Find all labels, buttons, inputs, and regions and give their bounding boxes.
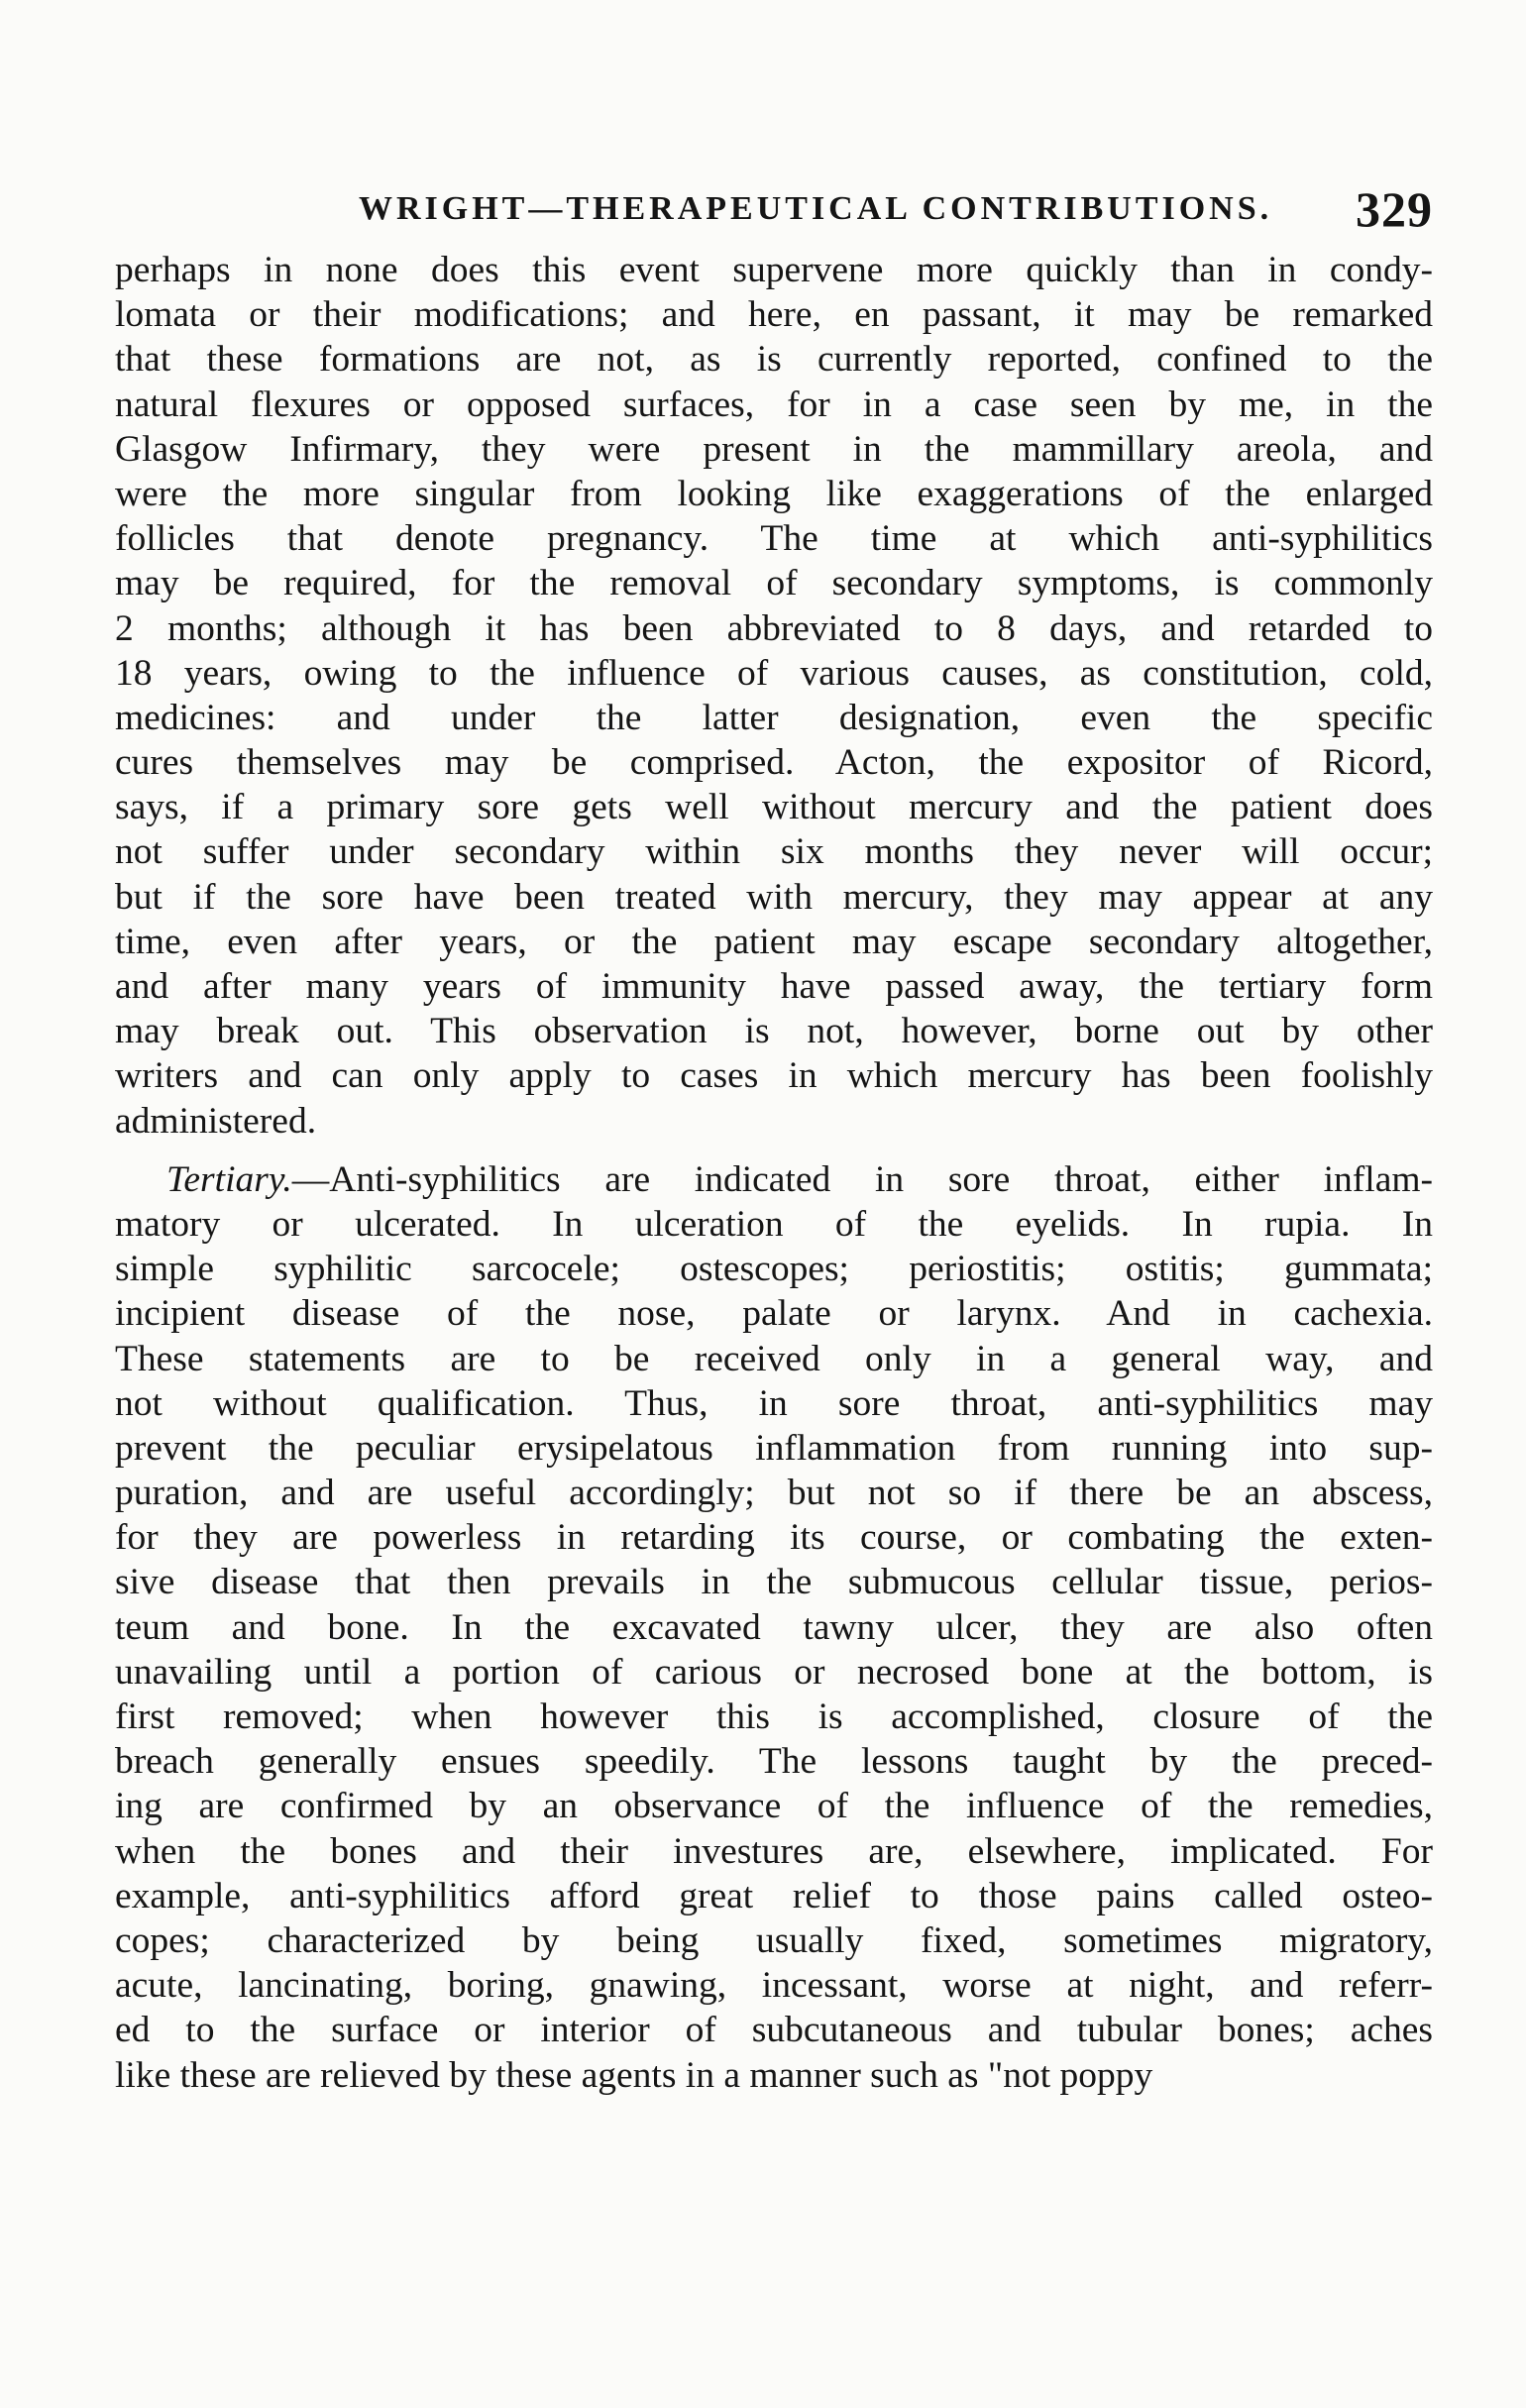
text-line: unavailing until a portion of carious or necrosed bone at the bottom, is [115,1651,1433,1693]
text-line: acute, lancinating, boring, gnawing, incessant, worse at night, and referr- [115,1965,1433,2007]
text-line: prevent the peculiar erysipelatous inflammation from running into sup- [115,1427,1433,1469]
text-line: administered. [115,1100,317,1142]
text-line: lomata or their modifications; and here, en passant, it may be remarked [115,294,1433,336]
text-line: 18 years, owing to the influence of various causes, as constitution, cold, [115,652,1433,694]
text-line: may be required, for the removal of secondary symptoms, is commonly [115,563,1433,604]
body-text [115,248,1433,2098]
running-title: WRIGHT—THERAPEUTICAL CONTRIBUTIONS. [359,190,1273,227]
text-line: medicines: and under the latter designation, even the specific [115,697,1433,738]
text-line: incipient disease of the nose, palate or larynx. And in cachexia. [115,1293,1433,1335]
text-line [115,1157,1433,1202]
text-line: matory or ulcerated. In ulceration of the eyelids. In rupia. In [115,1203,1433,1245]
text-line: writers and can only apply to cases in which mercury has been foolishly [115,1055,1433,1097]
text-line: first removed; when however this is accomplished, closure of the [115,1697,1433,1737]
paragraph-tertiary [115,1157,1433,2098]
text-line: like these are relieved by these agents in a manner such as "not poppy [115,2054,1153,2096]
text-line: perhaps in none does this event supervene more quickly than in condy- [115,250,1433,290]
text-line: These statements are to be received only in a general way, and [115,1338,1433,1379]
section-lead-continuation: —Anti-syphilitics are indicated in sore throat, either inflam- [291,1158,1433,1200]
text-line: for they are powerless in retarding its course, or combating the exten- [115,1517,1433,1559]
text-line: ed to the surface or interior of subcutaneous and tubular bones; aches [115,2010,1433,2051]
running-header [115,180,1433,240]
text-line: simple syphilitic sarcocele; ostescopes; periostitis; ostitis; gummata; [115,1249,1433,1290]
text-line: ing are confirmed by an observance of the influence of the remedies, [115,1786,1433,1827]
text-line: and after many years of immunity have passed away, the tertiary form [115,966,1433,1007]
text-line: 2 months; although it has been abbreviated to 8 days, and retarded to [115,607,1433,649]
text-line: that these formations are not, as is currently reported, confined to the [115,339,1433,381]
text-line: says, if a primary sore gets well without mercury and the patient does [115,787,1433,828]
paragraph-spacer [115,1144,1433,1157]
text-line: teum and bone. In the excavated tawny ulcer, they are also often [115,1606,1433,1648]
text-line: cures themselves may be comprised. Acton, the expositor of Ricord, [115,742,1433,784]
text-line: may break out. This observation is not, however, borne out by other [115,1011,1433,1052]
section-lead-tertiary: Tertiary. [166,1158,292,1200]
text-line: natural flexures or opposed surfaces, for in a case seen by me, in the [115,383,1433,425]
text-line: when the bones and their investures are, elsewhere, implicated. For [115,1830,1433,1872]
text-line: example, anti-syphilitics afford great relief to those pains called osteo- [115,1875,1433,1916]
page-number: 329 [1356,181,1433,237]
text-line: follicles that denote pregnancy. The time at which anti-syphilitics [115,518,1433,560]
text-line: sive disease that then prevails in the submucous cellular tissue, perios- [115,1562,1433,1603]
text-line: Glasgow Infirmary, they were present in the mammillary areola, and [115,428,1433,470]
text-line: breach generally ensues speedily. The lessons taught by the preced- [115,1741,1433,1783]
text-line: puration, and are useful accordingly; but not so if there be an abscess, [115,1473,1433,1514]
paragraph-secondary-symptoms [115,248,1433,1144]
text-line: time, even after years, or the patient may escape secondary altogether, [115,921,1433,962]
text-line: copes; characterized by being usually fixed, sometimes migratory, [115,1919,1433,1961]
text-line: were the more singular from looking like exaggerations of the enlarged [115,473,1433,514]
text-line: not suffer under secondary within six months they never will occur; [115,831,1433,873]
text-line: but if the sore have been treated with mercury, they may appear at any [115,876,1433,918]
text-line: not without qualification. Thus, in sore throat, anti-syphilitics may [115,1382,1433,1424]
